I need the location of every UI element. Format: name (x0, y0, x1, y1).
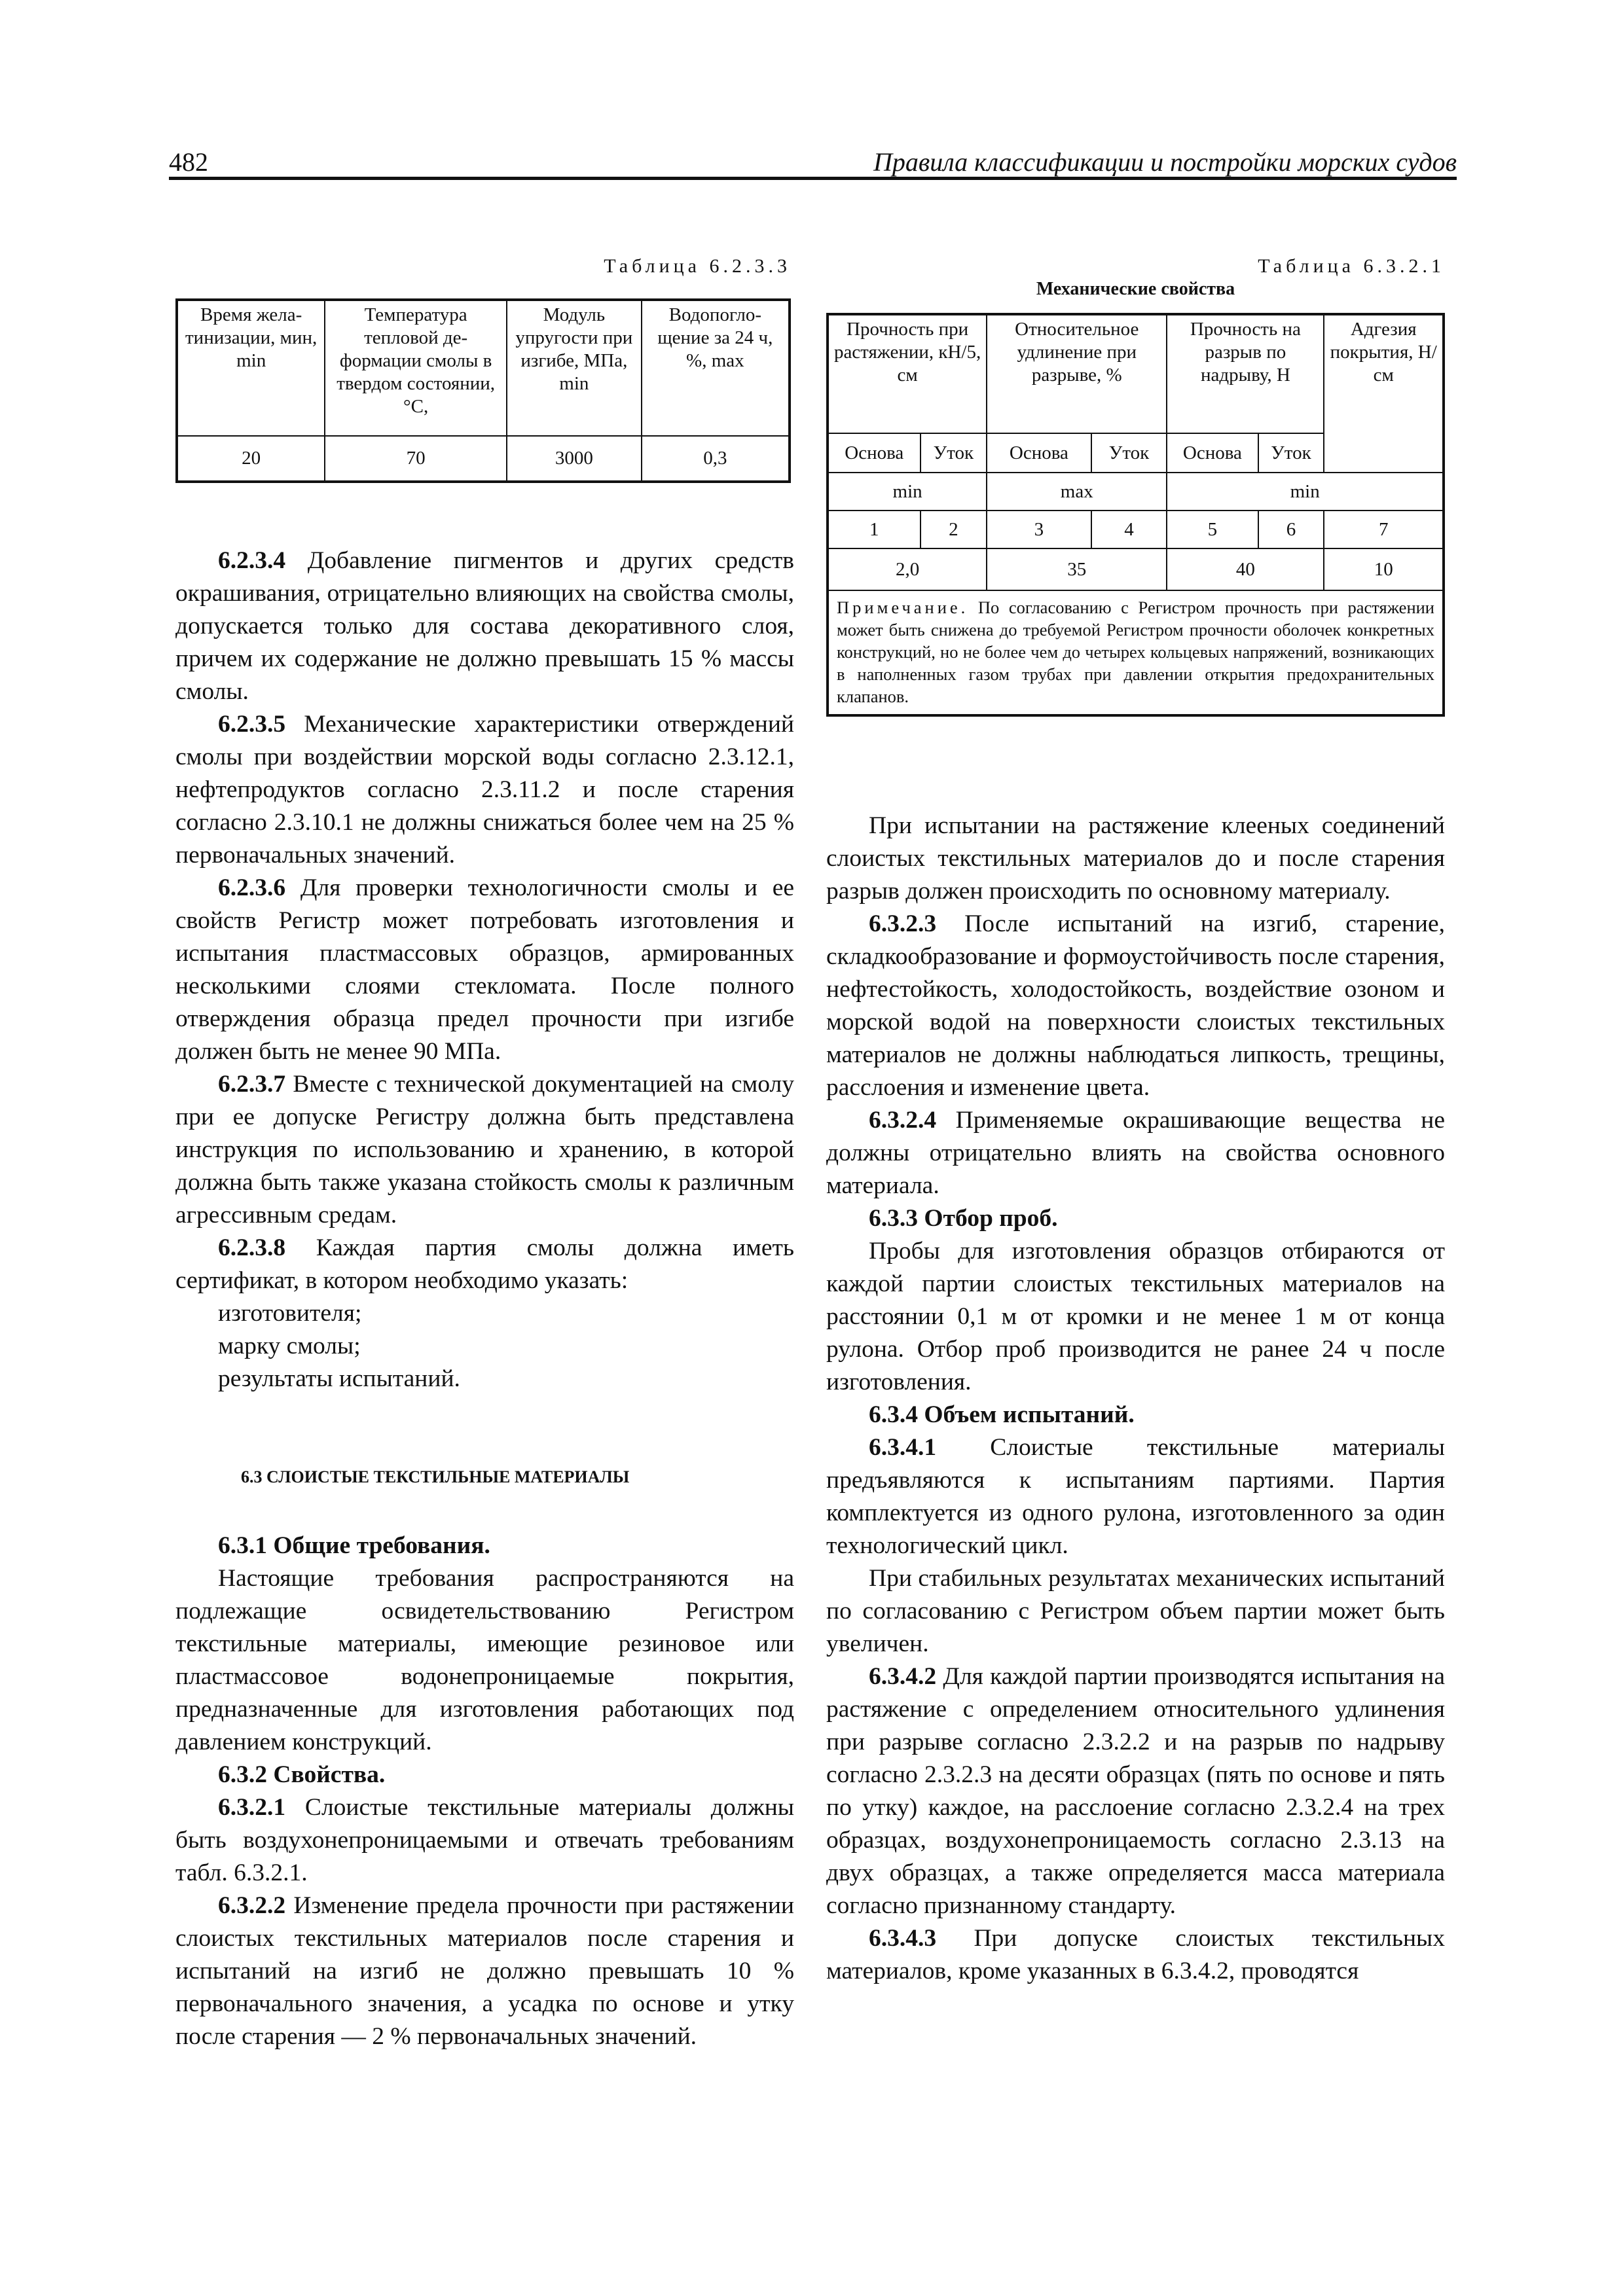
paragraph: Настоящие требования распространяются на подлежащие освидетельствованию Регистром текстильные материалы, имеющие резиновое или пластмассовое водонепроницаемые покрытия, предназначенные для изготовления работающих под давлением конструкций. (175, 1565, 794, 1755)
paragraph: 6.3.2.2 Изменение предела прочности при растяжении слоистых текстильных материалов после старения и испытаний на изгиб не должно превышать 10 % первоначального значения, а усадка по основе и утку после старения — 2 % первоначальных значений. (175, 1892, 794, 2050)
paragraph: 6.3.4.2 Для каждой партии производятся испытания на растяжение с определением относительного удлинения при разрыве согласно 2.3.2.2 и на разрыв по надрыву согласно 2.3.2.3 на десяти образцах (пять по основе и пять по утку) каждое, на расслоение согласно 2.3.2.4 на трех образцах, воздухонепроницаемость согласно 2.3.13 на двух образцах, а также определяется масса материала согласно признанному стандарту. (826, 1663, 1445, 1919)
table-header-cell: Время жела-тинизации, мин, min (177, 300, 325, 436)
table-limit: min (1167, 473, 1444, 511)
subheading: 6.3.3 Отбор проб. (869, 1205, 1058, 1232)
table-6233-block (175, 255, 791, 483)
paragraph: 6.3.2.1 Слоистые текстильные материалы должны быть воздухонепроницаемыми и отвечать требованиям табл. 6.3.2.1. (175, 1794, 794, 1886)
table-cell: 35 (987, 548, 1167, 590)
table-cell: 20 (177, 436, 325, 482)
running-title: Правила классификации и постройки морских судов (873, 147, 1457, 177)
table-caption: Таблица 6.2.3.3 (604, 255, 791, 277)
table-subheader: Основа (987, 433, 1091, 473)
table-note (828, 590, 1444, 715)
table-number: 2 (921, 511, 987, 548)
right-column (826, 810, 1445, 1988)
table-cell: 70 (325, 436, 507, 482)
paragraph: 6.3.2.4 Применяемые окрашивающие вещества не должны отрицательно влиять на свойства основного материала. (826, 1107, 1445, 1199)
table-subheader: Уток (1091, 433, 1167, 473)
list-item: результаты испытаний. (218, 1365, 460, 1392)
table-title: Механические свойства (1036, 279, 1235, 299)
paragraph: 6.2.3.4 Добавление пигментов и других средств окрашивания, отрицательно влияющих на свойства смолы, допускается только для состава декоративного слоя, причем их содержание не должно превышать 15 % массы смолы. (175, 547, 794, 705)
list-item: марку смолы; (218, 1333, 361, 1359)
header-rule (169, 177, 1457, 180)
paragraph: 6.2.3.6 Для проверки технологичности смолы и ее свойств Регистр может потребовать изготовления и испытания пластмассовых образцов, армированных несколькими слоями стекломата. После полного отверждения образца предел прочности при изгибе должен быть не менее 90 МПа. (175, 874, 794, 1065)
subheading: 6.3.2 Свойства. (218, 1761, 386, 1788)
note-label: Примечание. (837, 598, 969, 617)
table-number: 6 (1258, 511, 1324, 548)
table-subheader: Уток (921, 433, 987, 473)
table-header-cell: Прочность на разрыв по надрыву, Н (1167, 314, 1324, 433)
table-cell: 40 (1167, 548, 1324, 590)
table-6321-block (826, 255, 1445, 717)
table-number: 3 (987, 511, 1091, 548)
table-header-cell: Прочность при растяжении, кН/5, см (828, 314, 987, 433)
table-subheader: Основа (1167, 433, 1258, 473)
page-number: 482 (169, 147, 208, 177)
paragraph: 6.3.4.1 Слоистые текстильные материалы предъявляются к испытаниям партиями. Партия комплектуется из одного рулона, изготовленного за один технологический цикл. (826, 1434, 1445, 1559)
section-title: 6.3 СЛОИСТЫЕ ТЕКСТИЛЬНЫЕ МАТЕРИАЛЫ (241, 1467, 630, 1486)
table-header-cell: Температура тепловой де-формации смолы в твердом состоянии, °С, (325, 300, 507, 436)
paragraph: 6.3.2.3 После испытаний на изгиб, старение, складкообразование и формоустойчивость после старения, нефтестойкость, холодостойкость, воздействие озоном и морской водой на поверхности слоистых текстильных материалов не должны наблюдаться липкость, трещины, расслоения и изменение цвета. (826, 910, 1445, 1101)
table-header-cell: Адгезия покрытия, Н/см (1324, 314, 1444, 473)
left-column (175, 545, 794, 2053)
table-limit: max (987, 473, 1167, 511)
subheading: 6.3.1 Общие требования. (218, 1532, 490, 1559)
subheading: 6.3.4 Объем испытаний. (869, 1401, 1135, 1428)
table-cell: 3000 (507, 436, 642, 482)
paragraph: 6.3.4.3 При допуске слоистых текстильных материалов, кроме указанных в 6.3.4.2, проводятся (826, 1925, 1445, 1984)
table-cell: 10 (1324, 548, 1444, 590)
paragraph: При испытании на растяжение клееных соединений слоистых текстильных материалов до и после старения разрыв должен происходить по основному материалу. (826, 812, 1445, 905)
table-caption: Таблица 6.3.2.1 (1258, 255, 1445, 277)
table-header-cell: Модуль упругости при изгибе, МПа, min (507, 300, 642, 436)
paragraph: 6.2.3.8 Каждая партия смолы должна иметь сертификат, в котором необходимо указать: (175, 1234, 794, 1294)
table-subheader: Уток (1258, 433, 1324, 473)
table-cell: 0,3 (642, 436, 790, 482)
table-number: 5 (1167, 511, 1258, 548)
list-item: изготовителя; (218, 1300, 362, 1327)
table-number: 7 (1324, 511, 1444, 548)
table-number: 1 (828, 511, 921, 548)
paragraph: 6.2.3.7 Вместе с технической документацией на смолу при ее допуске Регистру должна быть представлена инструкция по использованию и хранению, в которой должна быть также указана стойкость смолы к различным агрессивным средам. (175, 1071, 794, 1229)
table-6233 (175, 298, 791, 483)
paragraph: При стабильных результатах механических испытаний по согласованию с Регистром объем партии может быть увеличен. (826, 1565, 1445, 1657)
table-header-cell: Относительное удлинение при разрыве, % (987, 314, 1167, 433)
table-number: 4 (1091, 511, 1167, 548)
table-limit: min (828, 473, 987, 511)
note-text: По согласованию с Регистром прочность при растяжении может быть снижена до требуемой Регистром прочности оболочек конкретных конструкций, но не более чем до четырех кольцевых напряжений, возникающих в наполненных газом трубах при давлении открытия предохранительных клапанов. (837, 598, 1434, 706)
table-subheader: Основа (828, 433, 921, 473)
paragraph: 6.2.3.5 Механические характеристики отверждений смолы при воздействии морской воды согласно 2.3.12.1, нефтепродуктов согласно 2.3.11.2 и после старения согласно 2.3.10.1 не должны снижаться более чем на 25 % первоначальных значений. (175, 711, 794, 869)
table-6321 (826, 313, 1445, 717)
table-cell: 2,0 (828, 548, 987, 590)
table-header-cell: Водопогло-щение за 24 ч, %, max (642, 300, 790, 436)
paragraph: Пробы для изготовления образцов отбираются от каждой партии слоистых текстильных материалов на расстоянии 0,1 м от кромки и не менее 1 м от конца рулона. Отбор проб производится не ранее 24 ч после изготовления. (826, 1238, 1445, 1395)
